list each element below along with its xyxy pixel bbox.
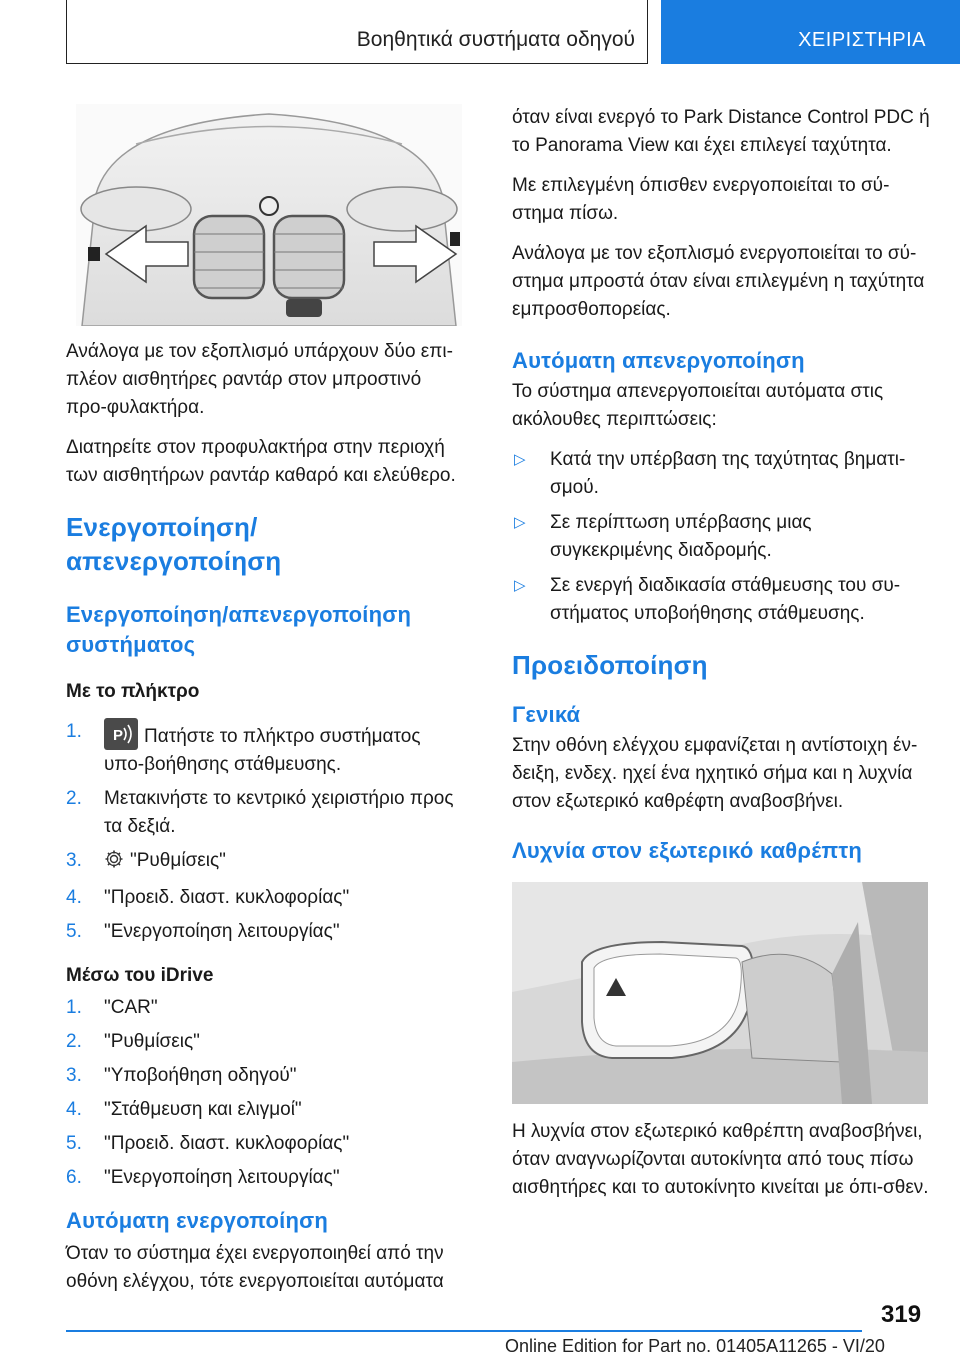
footer-edition: Online Edition for Part no. 01405A11265 - VI/20 bbox=[505, 1336, 885, 1356]
right-column bbox=[512, 104, 930, 1202]
list-item: 2. Μετακινήστε το κεντρικό χειριστήριο προς τα δεξιά. bbox=[66, 788, 454, 837]
header-chapter-tab[interactable] bbox=[661, 0, 960, 64]
heading-via-idrive: Μέσω του iDrive bbox=[66, 965, 214, 986]
svg-text:P: P bbox=[113, 727, 124, 744]
list-item: 2. "Ρυθμίσεις" bbox=[66, 1031, 200, 1052]
car-front-image bbox=[76, 104, 462, 326]
general-paragraph: Στην οθόνη ελέγχου εμφανίζεται η αντίστοιχη έν-δειξη, ενδεχ. ηχεί ένα ηχητικό σήμα και η λυχνία στον εξωτερικό καθρέφτη αναβοσβήνει. bbox=[512, 735, 918, 812]
mirror-illustration bbox=[512, 882, 928, 1104]
list-item: 1. "CAR" bbox=[66, 997, 158, 1018]
footer-divider bbox=[66, 1330, 862, 1332]
header-chapter-label: ΧΕΙΡΙΣΤΗΡΙΑ bbox=[798, 29, 926, 51]
heading-auto-deactivation: Αυτόματη απενεργοποίηση bbox=[512, 348, 805, 373]
parking-assistant-button-icon bbox=[104, 718, 138, 750]
heading-general: Γενικά bbox=[512, 702, 581, 727]
list-item: 1. P Πατήστε το πλήκτρο συστήματος υπο-βοήθησης στάθμευσης. bbox=[66, 718, 462, 779]
list-item: 4. "Προειδ. διαστ. κυκλοφορίας" bbox=[66, 887, 350, 908]
intro-paragraph-1: Ανάλογα με τον εξοπλισμό υπάρχουν δύο επι-πλέον αισθητήρες ραντάρ στον μπροστινό προ-φυλακτήρα. bbox=[66, 341, 453, 418]
list-item: ▷ Κατά την υπέρβαση της ταχύτητας βηματι-σμού. bbox=[512, 446, 930, 502]
heading-auto-activation: Αυτόματη ενεργοποίηση bbox=[66, 1208, 329, 1233]
heading-mirror-light: Λυχνία στον εξωτερικό καθρέπτη bbox=[512, 838, 863, 863]
heading-with-button: Με το πλήκτρο bbox=[66, 681, 200, 702]
idrive-steps-list bbox=[66, 994, 462, 1192]
list-item: 3. "Υποβοήθηση οδηγού" bbox=[66, 1065, 297, 1086]
triangle-bullet-icon: ▷ bbox=[514, 514, 526, 531]
continued-paragraph-3: Ανάλογα με τον εξοπλισμό ενεργοποιείται το σύ-στημα μπροστά όταν είναι επιλεγμένη η ταχύτητα εμπροσθοπορείας. bbox=[512, 243, 925, 320]
list-item: 3. "Ρυθμίσεις" bbox=[66, 847, 462, 878]
list-item: 6. "Ενεργοποίηση λειτουργίας" bbox=[66, 1167, 340, 1188]
page-number: 319 bbox=[881, 1301, 922, 1328]
auto-deactivation-list bbox=[512, 446, 930, 628]
list-item: ▷ Σε περίπτωση υπέρβασης μιας συγκεκριμένης διαδρομής. bbox=[512, 509, 930, 565]
heading-warning: Προειδοποίηση bbox=[512, 650, 708, 680]
triangle-bullet-icon: ▷ bbox=[514, 451, 526, 468]
list-item: ▷ Σε ενεργή διαδικασία στάθμευσης του συ-στήματος υποβοήθησης στάθμευσης. bbox=[512, 572, 930, 628]
auto-activation-paragraph: Όταν το σύστημα έχει ενεργοποιηθεί από την οθόνη ελέγχου, τότε ενεργοποιείται αυτόματα bbox=[66, 1243, 444, 1292]
button-steps-list bbox=[66, 718, 462, 946]
heading-system-activation: Ενεργοποίηση/απενεργοποίηση συστήματος bbox=[66, 602, 412, 657]
continued-paragraph-2: Με επιλεγμένη όπισθεν ενεργοποιείται το σύ-στημα πίσω. bbox=[512, 175, 890, 224]
continued-paragraph-1: όταν είναι ενεργό το Park Distance Control PDC ή το Panorama View και έχει επιλεγεί ταχύτητα. bbox=[512, 107, 930, 156]
list-item: 5. "Προειδ. διαστ. κυκλοφορίας" bbox=[66, 1133, 350, 1154]
left-column bbox=[66, 104, 462, 1296]
list-item: 4. "Στάθμευση και ελιγμοί" bbox=[66, 1099, 302, 1120]
header-section-box bbox=[66, 0, 648, 64]
auto-deactivation-paragraph: Το σύστημα απενεργοποιείται αυτόματα στις ακόλουθες περιπτώσεις: bbox=[512, 381, 884, 430]
intro-paragraph-2: Διατηρείτε στον προφυλακτήρα στην περιοχή των αισθητήρων ραντάρ καθαρό και ελεύθερο. bbox=[66, 437, 456, 486]
heading-activation: Ενεργοποίηση/απενεργοποίηση bbox=[66, 512, 282, 576]
gear-icon bbox=[104, 849, 124, 878]
list-item: 5. "Ενεργοποίηση λειτουργίας" bbox=[66, 921, 340, 942]
mirror-image bbox=[512, 882, 928, 1104]
header-section-title: Βοηθητικά συστήματα οδηγού bbox=[356, 28, 635, 51]
mirror-caption: Η λυχνία στον εξωτερικό καθρέπτη αναβοσβήνει, όταν αναγνωρίζονται αυτοκίνητα από τους πίσω αισθητήρες και το αυτοκίνητο κινείται με όπι-σθεν. bbox=[512, 1121, 929, 1198]
car-front-illustration bbox=[76, 104, 472, 326]
triangle-bullet-icon: ▷ bbox=[514, 577, 526, 594]
